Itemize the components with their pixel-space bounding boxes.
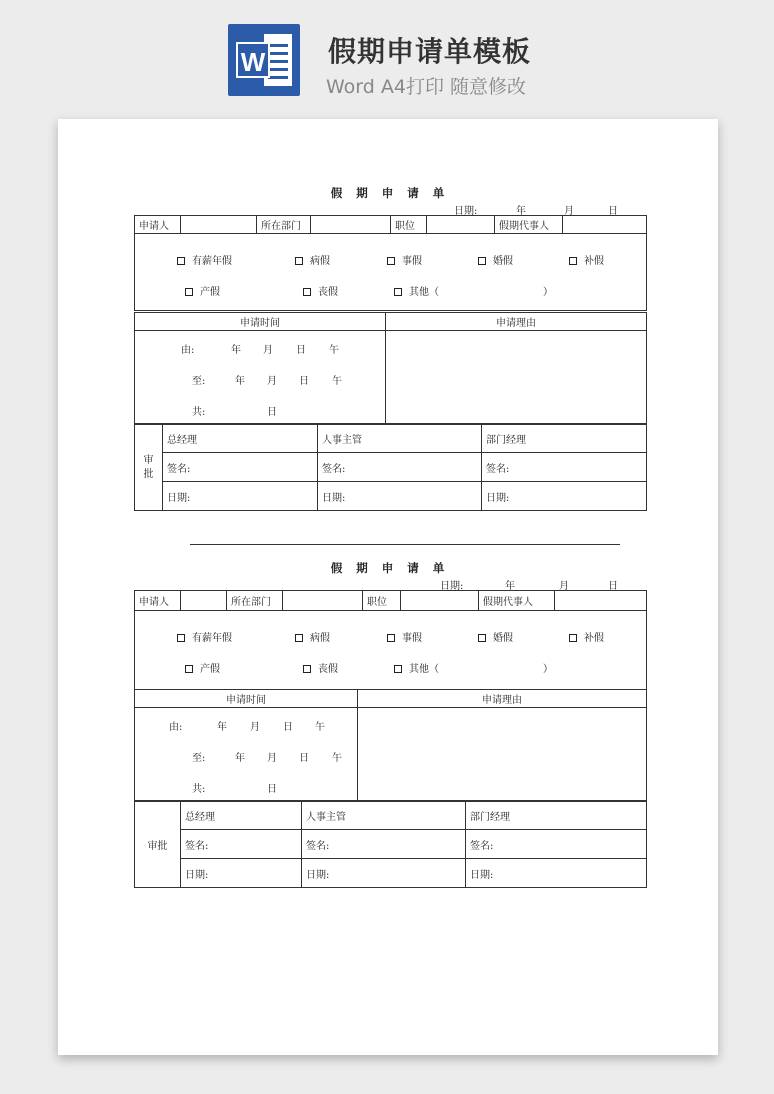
leave-option-paid-annual[interactable]: 有薪年假 xyxy=(177,629,232,644)
applicant-field[interactable] xyxy=(181,591,227,611)
leave-option-marriage[interactable]: 婚假 xyxy=(478,629,513,644)
deputy-label: 假期代事人 xyxy=(495,216,563,234)
date-month: 月 xyxy=(559,581,569,592)
leave-option-personal[interactable]: 事假 xyxy=(387,629,422,644)
checkbox-icon[interactable] xyxy=(303,665,311,673)
sign-field[interactable]: 签名: xyxy=(466,830,647,859)
checkbox-icon[interactable] xyxy=(177,634,185,642)
checkbox-icon[interactable] xyxy=(478,257,486,265)
from-month: 月 xyxy=(250,722,260,733)
position-label: 职位 xyxy=(363,591,401,611)
checkbox-icon[interactable] xyxy=(394,288,402,296)
from-label: 由: xyxy=(181,345,195,356)
to-label: 至: xyxy=(192,376,206,387)
reason-header: 申请理由 xyxy=(386,313,647,331)
date-year: 年 xyxy=(505,581,515,592)
form-title: 假 期 申 请 单 xyxy=(330,186,450,200)
approval-label: 审批 xyxy=(135,425,163,511)
sign-field[interactable]: 签名: xyxy=(302,830,466,859)
leave-other-close-paren: ） xyxy=(543,287,553,298)
checkbox-icon[interactable] xyxy=(387,634,395,642)
checkbox-icon[interactable] xyxy=(295,634,303,642)
date-year: 年 xyxy=(516,206,526,217)
time-cell[interactable] xyxy=(135,708,358,801)
date-day: 日 xyxy=(608,206,618,217)
page-title: 假期申请单模板 xyxy=(328,35,532,68)
role-hr-supervisor: 人事主管 xyxy=(302,802,466,830)
leave-option-sick[interactable]: 病假 xyxy=(295,629,330,644)
from-ampm: 午 xyxy=(329,345,339,356)
date-field[interactable]: 日期: xyxy=(163,482,318,511)
time-header: 申请时间 xyxy=(135,690,358,708)
form-date-line xyxy=(134,202,646,217)
leave-option-compensatory[interactable]: 补假 xyxy=(569,252,604,267)
checkbox-icon[interactable] xyxy=(478,634,486,642)
form-table xyxy=(134,590,647,690)
reason-field[interactable] xyxy=(386,331,647,424)
leave-option-funeral[interactable]: 丧假 xyxy=(303,283,338,298)
date-field[interactable]: 日期: xyxy=(466,859,647,888)
time-cell[interactable] xyxy=(135,331,386,424)
reason-header: 申请理由 xyxy=(358,690,647,708)
leave-option-marriage[interactable]: 婚假 xyxy=(478,252,513,267)
role-dept-manager: 部门经理 xyxy=(482,425,647,453)
date-field[interactable]: 日期: xyxy=(318,482,482,511)
form-date-line xyxy=(134,577,646,592)
checkbox-icon[interactable] xyxy=(394,665,402,673)
from-day: 日 xyxy=(296,345,306,356)
to-day: 日 xyxy=(299,753,309,764)
checkbox-icon[interactable] xyxy=(303,288,311,296)
total-day: 日 xyxy=(267,784,277,795)
date-field[interactable]: 日期: xyxy=(181,859,302,888)
leave-option-other[interactable]: 其他（ xyxy=(394,283,439,298)
reason-field[interactable] xyxy=(358,708,647,801)
to-day: 日 xyxy=(299,376,309,387)
checkbox-icon[interactable] xyxy=(569,634,577,642)
date-field[interactable]: 日期: xyxy=(302,859,466,888)
leave-option-funeral[interactable]: 丧假 xyxy=(303,660,338,675)
leave-option-paid-annual[interactable]: 有薪年假 xyxy=(177,252,232,267)
word-letter-icon: W xyxy=(236,42,270,78)
department-label: 所在部门 xyxy=(227,591,283,611)
from-year: 年 xyxy=(217,722,227,733)
date-field[interactable]: 日期: xyxy=(482,482,647,511)
deputy-label: 假期代事人 xyxy=(479,591,555,611)
checkbox-icon[interactable] xyxy=(387,257,395,265)
leave-option-other[interactable]: 其他（ xyxy=(394,660,439,675)
leave-option-compensatory[interactable]: 补假 xyxy=(569,629,604,644)
approval-label: 审批 xyxy=(135,802,181,888)
to-ampm: 午 xyxy=(332,753,342,764)
date-label: 日期: xyxy=(454,206,478,217)
leave-other-close-paren: ） xyxy=(543,664,553,675)
role-hr-supervisor: 人事主管 xyxy=(318,425,482,453)
position-field[interactable] xyxy=(401,591,479,611)
checkbox-icon[interactable] xyxy=(295,257,303,265)
to-ampm: 午 xyxy=(332,376,342,387)
date-month: 月 xyxy=(564,206,574,217)
total-label: 共: xyxy=(192,407,206,418)
department-label: 所在部门 xyxy=(257,216,311,234)
total-label: 共: xyxy=(192,784,206,795)
from-day: 日 xyxy=(283,722,293,733)
sign-field[interactable]: 签名: xyxy=(181,830,302,859)
total-day: 日 xyxy=(267,407,277,418)
leave-type-cell xyxy=(135,611,647,690)
applicant-label: 申请人 xyxy=(135,216,181,234)
from-year: 年 xyxy=(231,345,241,356)
applicant-field[interactable] xyxy=(181,216,257,234)
checkbox-icon[interactable] xyxy=(185,288,193,296)
approval-table xyxy=(134,801,647,888)
word-app-icon xyxy=(228,24,300,96)
page-subtitle: Word A4打印 随意修改 xyxy=(326,76,527,98)
leave-option-sick[interactable]: 病假 xyxy=(295,252,330,267)
role-general-manager: 总经理 xyxy=(181,802,302,830)
document-page xyxy=(58,119,718,1055)
department-field[interactable] xyxy=(283,591,363,611)
department-field[interactable] xyxy=(311,216,391,234)
from-label: 由: xyxy=(169,722,183,733)
time-reason-table xyxy=(134,689,647,801)
to-year: 年 xyxy=(235,753,245,764)
checkbox-icon[interactable] xyxy=(177,257,185,265)
deputy-field[interactable] xyxy=(555,591,647,611)
deputy-field[interactable] xyxy=(563,216,647,234)
position-label: 职位 xyxy=(391,216,427,234)
leave-type-cell xyxy=(135,234,647,311)
applicant-label: 申请人 xyxy=(135,591,181,611)
role-dept-manager: 部门经理 xyxy=(466,802,647,830)
to-label: 至: xyxy=(192,753,206,764)
time-header: 申请时间 xyxy=(135,313,386,331)
form-title: 假 期 申 请 单 xyxy=(330,561,450,575)
sign-field[interactable]: 签名: xyxy=(318,453,482,482)
from-month: 月 xyxy=(263,345,273,356)
approval-table xyxy=(134,424,647,511)
date-label: 日期: xyxy=(440,581,464,592)
position-field[interactable] xyxy=(427,216,495,234)
cut-line-divider xyxy=(190,544,620,545)
time-reason-table xyxy=(134,312,647,424)
from-ampm: 午 xyxy=(315,722,325,733)
role-general-manager: 总经理 xyxy=(163,425,318,453)
sign-field[interactable]: 签名: xyxy=(482,453,647,482)
form-table xyxy=(134,215,647,311)
checkbox-icon[interactable] xyxy=(185,665,193,673)
checkbox-icon[interactable] xyxy=(569,257,577,265)
to-month: 月 xyxy=(267,753,277,764)
sign-field[interactable]: 签名: xyxy=(163,453,318,482)
leave-option-personal[interactable]: 事假 xyxy=(387,252,422,267)
date-day: 日 xyxy=(608,581,618,592)
leave-option-maternity[interactable]: 产假 xyxy=(185,660,220,675)
to-year: 年 xyxy=(235,376,245,387)
to-month: 月 xyxy=(267,376,277,387)
leave-option-maternity[interactable]: 产假 xyxy=(185,283,220,298)
